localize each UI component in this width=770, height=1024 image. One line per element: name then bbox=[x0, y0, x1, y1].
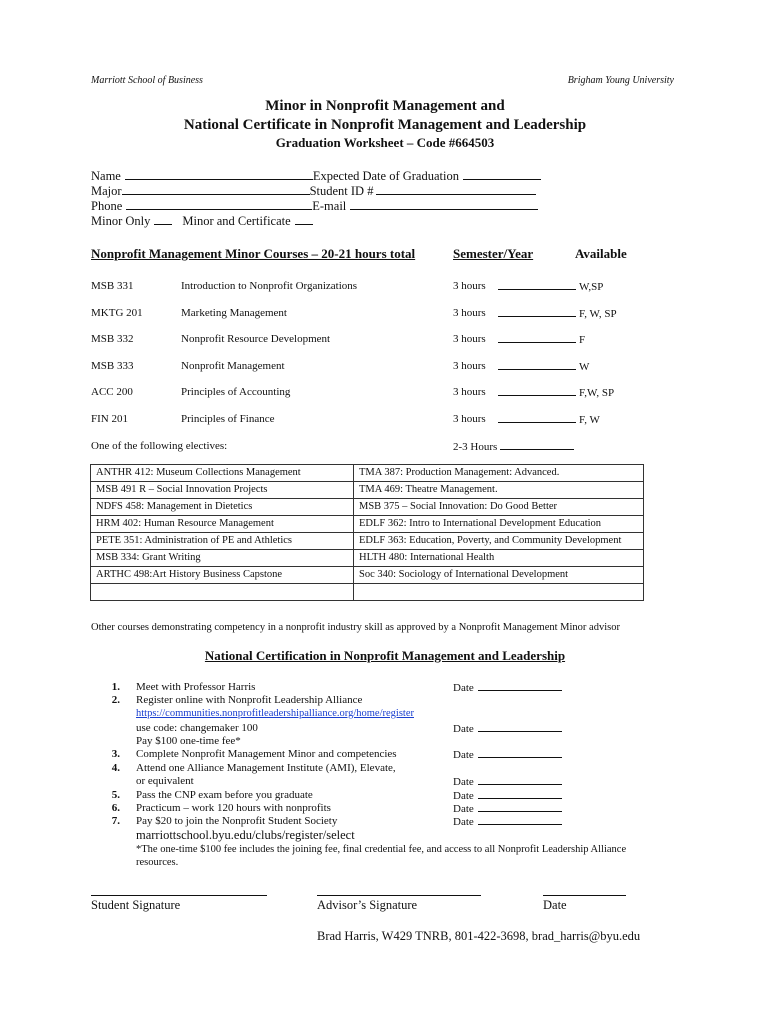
semester-heading: Semester/Year bbox=[453, 246, 534, 261]
date-label: Date bbox=[453, 816, 474, 828]
date-field bbox=[453, 815, 562, 828]
course-availability bbox=[498, 333, 585, 346]
course-hours: 3 hours bbox=[453, 413, 486, 425]
date-line[interactable] bbox=[478, 681, 562, 691]
elective-cell: EDLF 362: Intro to International Development Education bbox=[354, 516, 644, 533]
table-row bbox=[91, 516, 644, 533]
table-row bbox=[91, 533, 644, 550]
name-label: Name bbox=[91, 169, 121, 183]
minor-option-row bbox=[91, 213, 313, 229]
course-code: MSB 332 bbox=[91, 333, 134, 345]
title-line-3: Graduation Worksheet – Code #664503 bbox=[275, 135, 495, 150]
step-number: 1. bbox=[111, 681, 120, 693]
alliance-register-link[interactable]: https://communities.nonprofitleadershipalliance.org/home/register bbox=[136, 708, 414, 719]
student-signature-line[interactable] bbox=[91, 895, 267, 896]
course-code: MSB 331 bbox=[91, 280, 134, 292]
step-number: 7. bbox=[111, 815, 120, 827]
name-row bbox=[91, 168, 541, 184]
course-title: Principles of Finance bbox=[181, 413, 275, 425]
phone-label: Phone bbox=[91, 199, 123, 213]
availability-text: F, W bbox=[579, 414, 600, 426]
semester-blank[interactable] bbox=[498, 386, 576, 396]
date-field bbox=[453, 748, 562, 761]
elective-cell: HRM 402: Human Resource Management bbox=[91, 516, 354, 533]
availability-text: F, W, SP bbox=[579, 308, 617, 320]
availability-text: F,W, SP bbox=[579, 387, 615, 399]
electives-hours bbox=[453, 440, 577, 453]
table-row bbox=[91, 584, 644, 601]
header-school: Marriott School of Business bbox=[91, 75, 203, 86]
phone-input-line[interactable] bbox=[126, 198, 312, 210]
student-id-line[interactable] bbox=[376, 183, 536, 195]
elective-cell: NDFS 458: Management in Dietetics bbox=[91, 499, 354, 516]
course-code: ACC 200 bbox=[91, 386, 133, 398]
step-text: Pay $20 to join the Nonprofit Student Society bbox=[136, 815, 338, 827]
email-label: E-mail bbox=[312, 199, 347, 213]
available-heading: Available bbox=[575, 246, 627, 261]
date-label: Date bbox=[453, 776, 474, 788]
elective-cell: Soc 340: Sociology of International Development bbox=[354, 567, 644, 584]
date-line[interactable] bbox=[478, 748, 562, 758]
elective-cell: HLTH 480: International Health bbox=[354, 550, 644, 567]
footnote-line-2: resources. bbox=[136, 857, 179, 868]
name-input-line[interactable] bbox=[125, 168, 313, 180]
or-equivalent-text: or equivalent bbox=[136, 775, 194, 787]
course-hours: 3 hours bbox=[453, 386, 486, 398]
elective-cell: TMA 387: Production Management: Advanced. bbox=[354, 465, 644, 482]
step-text: Complete Nonprofit Management Minor and competencies bbox=[136, 748, 397, 760]
minor-only-label: Minor Only bbox=[91, 214, 151, 228]
step-number: 2. bbox=[111, 694, 120, 706]
table-row bbox=[91, 550, 644, 567]
date-label: Date bbox=[453, 803, 474, 815]
fee-text: Pay $100 one-time fee* bbox=[136, 735, 241, 747]
society-url: marriottschool.byu.edu/clubs/register/select bbox=[136, 828, 355, 842]
semester-blank[interactable] bbox=[498, 360, 576, 370]
date-label: Date bbox=[453, 749, 474, 761]
other-courses-note: Other courses demonstrating competency in a nonprofit industry skill as approved by a Nonprofit Management Minor advisor bbox=[91, 622, 620, 633]
step-text: Meet with Professor Harris bbox=[136, 681, 256, 693]
date-label: Date bbox=[453, 682, 474, 694]
semester-blank[interactable] bbox=[498, 333, 576, 343]
date-line[interactable] bbox=[478, 802, 562, 812]
course-title: Marketing Management bbox=[181, 307, 287, 319]
elective-cell: EDLF 363: Education, Poverty, and Community Development bbox=[354, 533, 644, 550]
expected-date-label: Expected Date of Graduation bbox=[312, 169, 459, 183]
course-availability bbox=[498, 413, 600, 426]
minor-cert-label: Minor and Certificate bbox=[182, 214, 291, 228]
advisor-signature-line[interactable] bbox=[317, 895, 481, 896]
student-signature-label: Student Signature bbox=[91, 898, 181, 912]
course-title: Nonprofit Management bbox=[181, 360, 285, 372]
table-row bbox=[91, 465, 644, 482]
course-code: MSB 333 bbox=[91, 360, 134, 372]
elective-cell: MSB 491 R – Social Innovation Projects bbox=[91, 482, 354, 499]
date-field bbox=[453, 789, 562, 802]
major-input-line[interactable] bbox=[122, 183, 310, 195]
date-line[interactable] bbox=[478, 815, 562, 825]
header-university: Brigham Young University bbox=[567, 75, 674, 86]
course-hours: 3 hours bbox=[453, 280, 486, 292]
step-number: 3. bbox=[111, 748, 120, 760]
date-field bbox=[453, 681, 562, 694]
step-number: 5. bbox=[111, 789, 120, 801]
major-row bbox=[91, 183, 536, 199]
electives-semester-blank[interactable] bbox=[500, 440, 574, 450]
step-text: Register online with Nonprofit Leadership Alliance bbox=[136, 694, 363, 706]
date-line[interactable] bbox=[478, 722, 562, 732]
expected-date-line[interactable] bbox=[463, 168, 541, 180]
email-input-line[interactable] bbox=[350, 198, 538, 210]
course-availability bbox=[498, 360, 589, 373]
advisor-signature-label: Advisor’s Signature bbox=[317, 898, 418, 912]
course-availability bbox=[498, 307, 617, 320]
elective-cell: MSB 334: Grant Writing bbox=[91, 550, 354, 567]
date-field bbox=[453, 775, 562, 788]
elective-cell: ANTHR 412: Museum Collections Management bbox=[91, 465, 354, 482]
use-code-text: use code: changemaker 100 bbox=[136, 722, 258, 734]
course-title: Principles of Accounting bbox=[181, 386, 291, 398]
electives-table bbox=[90, 464, 644, 601]
certification-steps bbox=[100, 681, 660, 831]
semester-blank[interactable] bbox=[498, 280, 576, 290]
elective-cell: MSB 375 – Social Innovation: Do Good Better bbox=[354, 499, 644, 516]
signature-date-label: Date bbox=[543, 898, 567, 912]
footnote-line-1: *The one-time $100 fee includes the joining fee, final credential fee, and access to all Nonprofit Leadership Alliance bbox=[136, 844, 627, 855]
minor-only-line[interactable] bbox=[154, 213, 172, 225]
course-hours: 3 hours bbox=[453, 360, 486, 372]
phone-row bbox=[91, 198, 538, 214]
major-label: Major bbox=[91, 184, 122, 198]
title-line-2: National Certificate in Nonprofit Management and Leadership bbox=[183, 117, 587, 133]
date-field bbox=[453, 802, 562, 815]
course-hours: 3 hours bbox=[453, 333, 486, 345]
elective-cell: TMA 469: Theatre Management. bbox=[354, 482, 644, 499]
course-hours: 3 hours bbox=[453, 307, 486, 319]
availability-text: W,SP bbox=[579, 281, 604, 293]
elective-cell bbox=[91, 584, 354, 601]
course-availability bbox=[498, 280, 603, 293]
elective-cell: ARTHC 498:Art History Business Capstone bbox=[91, 567, 354, 584]
availability-text: W bbox=[579, 361, 590, 373]
date-line[interactable] bbox=[478, 775, 562, 785]
date-label: Date bbox=[453, 790, 474, 802]
certification-heading: National Certification in Nonprofit Management and Leadership bbox=[204, 648, 566, 663]
semester-blank[interactable] bbox=[498, 413, 576, 423]
title-line-1: Minor in Nonprofit Management and bbox=[265, 98, 505, 114]
step-text: Attend one Alliance Management Institute (AMI), Elevate, bbox=[136, 762, 396, 774]
courses-heading: Nonprofit Management Minor Courses – 20-21 hours total bbox=[91, 246, 416, 261]
electives-hours-text: 2-3 Hours bbox=[453, 441, 498, 453]
step-number: 4. bbox=[111, 762, 120, 774]
date-field bbox=[453, 722, 562, 735]
semester-blank[interactable] bbox=[498, 307, 576, 317]
course-code: MKTG 201 bbox=[91, 307, 143, 319]
student-id-label: Student ID # bbox=[309, 184, 374, 198]
table-row bbox=[91, 567, 644, 584]
course-title: Introduction to Nonprofit Organizations bbox=[181, 280, 358, 292]
table-row bbox=[91, 499, 644, 516]
elective-cell: PETE 351: Administration of PE and Athletics bbox=[91, 533, 354, 550]
elective-cell bbox=[354, 584, 644, 601]
signature-date-line[interactable] bbox=[543, 895, 626, 896]
step-text: Pass the CNP exam before you graduate bbox=[136, 789, 313, 801]
date-line[interactable] bbox=[478, 789, 562, 799]
date-label: Date bbox=[453, 723, 474, 735]
minor-cert-line[interactable] bbox=[295, 213, 313, 225]
course-title: Nonprofit Resource Development bbox=[181, 333, 331, 345]
contact-info: Brad Harris, W429 TNRB, 801-422-3698, brad_harris@byu.edu bbox=[317, 929, 641, 943]
step-number: 6. bbox=[111, 802, 120, 814]
step-text: Practicum – work 120 hours with nonprofits bbox=[136, 802, 331, 814]
course-availability bbox=[498, 386, 614, 399]
course-code: FIN 201 bbox=[91, 413, 128, 425]
table-row bbox=[91, 482, 644, 499]
availability-text: F bbox=[579, 334, 586, 346]
electives-label: One of the following electives: bbox=[91, 440, 228, 452]
